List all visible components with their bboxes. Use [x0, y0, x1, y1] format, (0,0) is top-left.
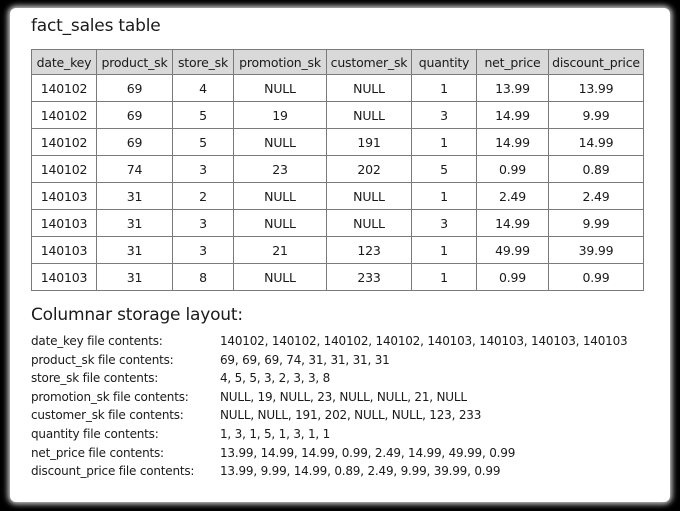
- table-cell: 140103: [32, 237, 97, 264]
- table-row: [32, 75, 644, 102]
- table-row: [32, 210, 644, 237]
- columnar-value: 69, 69, 69, 74, 31, 31, 31, 31: [220, 352, 390, 367]
- table-cell: 191: [327, 129, 412, 156]
- table-cell: 49.99: [477, 237, 549, 264]
- fact-sales-table: [31, 49, 644, 291]
- table-cell: 9.99: [549, 102, 644, 129]
- columnar-value: 140102, 140102, 140102, 140102, 140103, 140103, 140103, 140103: [220, 334, 628, 348]
- table-row: [32, 156, 644, 183]
- diagram-frame: [10, 8, 670, 502]
- table-cell: 2.49: [477, 183, 549, 210]
- table-cell: 9.99: [549, 210, 644, 237]
- columnar-row: [31, 369, 627, 388]
- table-cell: 14.99: [477, 210, 549, 237]
- columnar-label: promotion_sk file contents:: [31, 389, 189, 404]
- table-cell: 123: [327, 237, 412, 264]
- columnar-label: customer_sk file contents:: [31, 408, 184, 423]
- table-cell: NULL: [234, 75, 327, 102]
- columnar-value: NULL, NULL, 191, 202, NULL, NULL, 123, 233: [220, 408, 482, 423]
- table-cell: 5: [173, 129, 234, 156]
- columnar-value: NULL, 19, NULL, 23, NULL, NULL, 21, NULL: [220, 389, 467, 404]
- table-cell: 14.99: [477, 129, 549, 156]
- columnar-row: [31, 388, 627, 407]
- header-customer-sk: customer_sk: [327, 50, 412, 75]
- table-cell: NULL: [327, 183, 412, 210]
- table-cell: 0.99: [477, 264, 549, 291]
- table-cell: 5: [173, 102, 234, 129]
- table-cell: 14.99: [549, 129, 644, 156]
- table-cell: NULL: [234, 129, 327, 156]
- table-cell: NULL: [234, 264, 327, 291]
- table-cell: 0.89: [549, 156, 644, 183]
- table-cell: 1: [412, 75, 477, 102]
- table-cell: 140102: [32, 75, 97, 102]
- table-cell: 13.99: [477, 75, 549, 102]
- table-cell: 1: [412, 183, 477, 210]
- table-title: fact_sales table: [31, 16, 161, 36]
- table-cell: 202: [327, 156, 412, 183]
- table-row: [32, 237, 644, 264]
- header-promotion-sk: promotion_sk: [234, 50, 327, 75]
- table-cell: 3: [412, 102, 477, 129]
- table-cell: NULL: [327, 75, 412, 102]
- table-cell: 140103: [32, 183, 97, 210]
- table-body: [32, 75, 644, 291]
- columnar-label: date_key file contents:: [31, 334, 163, 348]
- table-cell: 3: [173, 210, 234, 237]
- table-cell: 140103: [32, 264, 97, 291]
- table-cell: NULL: [234, 183, 327, 210]
- table-cell: 14.99: [477, 102, 549, 129]
- header-store-sk: store_sk: [173, 50, 234, 75]
- table-row: [32, 129, 644, 156]
- table-cell: 69: [97, 75, 173, 102]
- columnar-label: product_sk file contents:: [31, 352, 174, 367]
- header-discount-price: discount_price: [549, 50, 644, 75]
- table-row: [32, 102, 644, 129]
- columnar-title: Columnar storage layout:: [31, 305, 243, 325]
- columnar-row: [31, 444, 627, 463]
- table-cell: 2: [173, 183, 234, 210]
- table-cell: 31: [97, 237, 173, 264]
- table-cell: 74: [97, 156, 173, 183]
- columnar-label: discount_price file contents:: [31, 464, 195, 479]
- table-row: [32, 183, 644, 210]
- header-quantity: quantity: [412, 50, 477, 75]
- table-cell: 140102: [32, 156, 97, 183]
- table-cell: 8: [173, 264, 234, 291]
- table-cell: NULL: [234, 210, 327, 237]
- table-cell: 5: [412, 156, 477, 183]
- table-cell: 4: [173, 75, 234, 102]
- table-cell: 3: [412, 210, 477, 237]
- header-date-key: date_key: [32, 50, 97, 75]
- table-cell: 3: [173, 237, 234, 264]
- columnar-label: quantity file contents:: [31, 426, 159, 441]
- columnar-row: [31, 332, 627, 351]
- table-cell: 140102: [32, 129, 97, 156]
- columnar-row: [31, 351, 627, 370]
- table-cell: 0.99: [477, 156, 549, 183]
- table-cell: 2.49: [549, 183, 644, 210]
- table-cell: 69: [97, 129, 173, 156]
- header-net-price: net_price: [477, 50, 549, 75]
- table-header-row: [32, 50, 644, 75]
- header-product-sk: product_sk: [97, 50, 173, 75]
- columnar-row: [31, 425, 627, 444]
- table-cell: NULL: [327, 102, 412, 129]
- table-cell: 1: [412, 129, 477, 156]
- table-cell: 31: [97, 183, 173, 210]
- table-cell: 31: [97, 210, 173, 237]
- table-cell: 1: [412, 264, 477, 291]
- table-cell: 39.99: [549, 237, 644, 264]
- columnar-list: [31, 332, 627, 481]
- columnar-row: [31, 406, 627, 425]
- table-cell: 140103: [32, 210, 97, 237]
- columnar-value: 1, 3, 1, 5, 1, 3, 1, 1: [220, 426, 331, 441]
- columnar-row: [31, 462, 627, 481]
- columnar-value: 4, 5, 5, 3, 2, 3, 3, 8: [220, 371, 331, 386]
- table-cell: 1: [412, 237, 477, 264]
- table-cell: 0.99: [549, 264, 644, 291]
- table-cell: 69: [97, 102, 173, 129]
- table-cell: 233: [327, 264, 412, 291]
- columnar-label: net_price file contents:: [31, 445, 164, 460]
- columnar-value: 13.99, 14.99, 14.99, 0.99, 2.49, 14.99, 49.99, 0.99: [220, 445, 516, 460]
- table-cell: 23: [234, 156, 327, 183]
- table-cell: 3: [173, 156, 234, 183]
- table-cell: 19: [234, 102, 327, 129]
- columnar-label: store_sk file contents:: [31, 371, 159, 386]
- table-cell: 31: [97, 264, 173, 291]
- table-cell: 13.99: [549, 75, 644, 102]
- columnar-value: 13.99, 9.99, 14.99, 0.89, 2.49, 9.99, 39.99, 0.99: [220, 464, 501, 479]
- table-cell: NULL: [327, 210, 412, 237]
- table-row: [32, 264, 644, 291]
- table-cell: 21: [234, 237, 327, 264]
- table-cell: 140102: [32, 102, 97, 129]
